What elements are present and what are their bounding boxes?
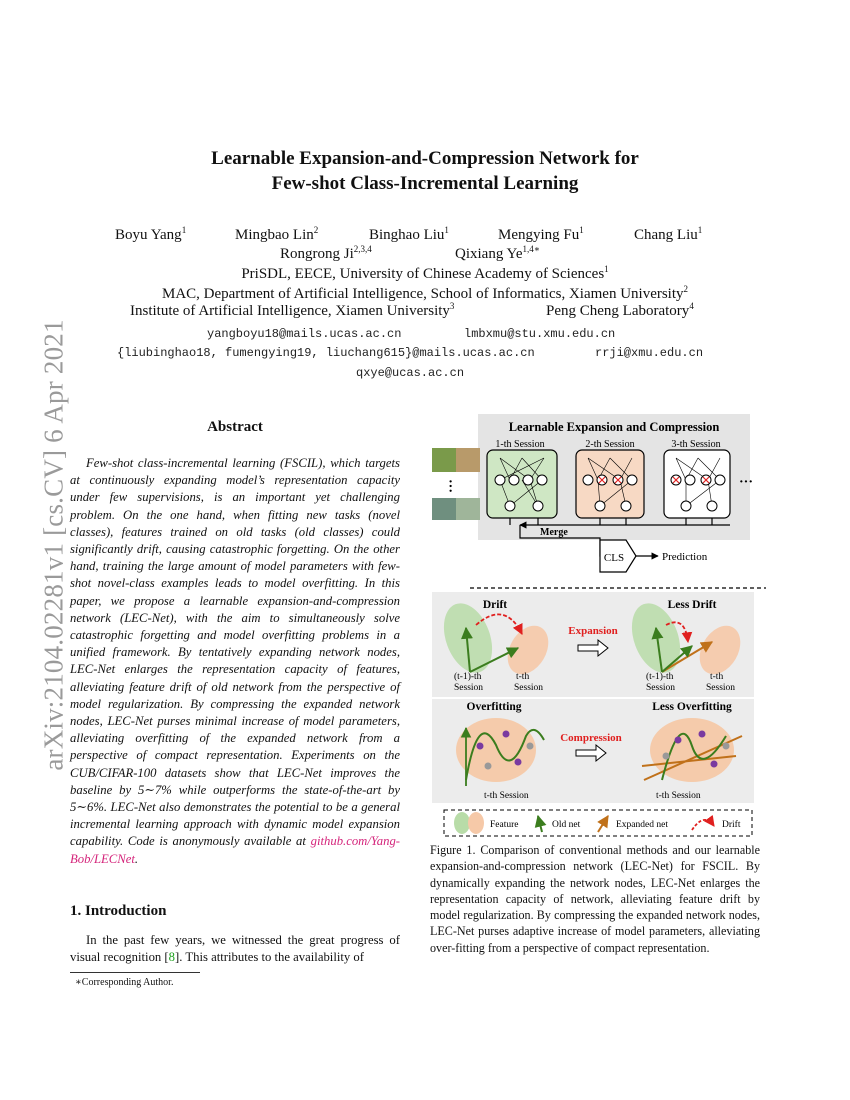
node [533, 501, 543, 511]
node [537, 475, 547, 485]
less-drift-t-session: Session [706, 683, 736, 693]
merge-label: Merge [540, 527, 568, 538]
drift-t-session: Session [514, 683, 544, 693]
node [685, 475, 695, 485]
overfit-session-label: t-th Session [484, 791, 529, 801]
arxiv-stamp: arXiv:2104.02281v1 [cs.CV] 6 Apr 2021 [38, 319, 69, 771]
abstract-body [70, 455, 400, 868]
paper-title-line1: Learnable Expansion-and-Compression Network for [211, 148, 639, 169]
node [523, 475, 533, 485]
node [505, 501, 515, 511]
less-drift-t-label: t-th [710, 672, 724, 682]
session-2-label: 2-th Session [585, 439, 635, 450]
less-drift-t1-label: (t-1)-th [646, 672, 674, 682]
drift-t-label: t-th [516, 672, 530, 682]
overfitting-title: Overfitting [466, 701, 522, 713]
less-overfit-session-label: t-th Session [656, 791, 701, 801]
abstract-text: Few-shot class-incremental learning (FSCIL), which targets at continuously expanding model’s representation capacity under few supervisions, is an important yet challenging problem. On the one hand, when fitting new tasks (novel classes), features trained on old tasks (old classes) could significantly drift, causing catastrophic forgetting. On the other hand, training the large amount of model parameters with few-shot novel-class examples leads to model overfitting. In this paper, we propose a learnable expansion-and-compression network (LEC-Net), with the aim to simultaneously solve catastrophic forgetting and model overfitting problems in a unified framework. By tentatively expanding network nodes, LEC-Net enlarges the representation capacity of features, alleviating feature drift of old network from the perspective of model regularization. By compressing the expanded network nodes, LEC-Net purses minimal increase of model parameters, alleviating overfitting of the expanded network from a perspective of compact representation. Experiments on the CUB/CIFAR-100 datasets show that LEC-Net improves the baseline by 5∼7% while outperforms the state-of-the-art by 5∼6%. LEC-Net also demonstrates the potential to be a general incremental learning approach with dynamic model expansion capability. Code is anonymously available at [70, 456, 400, 849]
affiliation-4: Peng Cheng Laboratory$^4$ [546, 301, 694, 319]
author-4: Mengying Fu$^1$ [498, 225, 584, 243]
compression-label: Compression [560, 732, 622, 744]
abstract-end: . [134, 851, 139, 866]
section-heading-introduction: 1. Introduction [70, 903, 167, 919]
cls-label: CLS [603, 552, 625, 564]
input-image-2 [456, 448, 480, 472]
legend-drift: Drift [722, 820, 741, 830]
less-drift-title: Less Drift [667, 599, 717, 611]
email-4: rrji@xmu.edu.cn [595, 346, 704, 360]
author-5: Chang Liu$^1$ [634, 225, 703, 243]
node [595, 501, 605, 511]
intro-paragraph: In the past few years, we witnessed the great progress of visual recognition [8]. This attributes to the availability of [70, 933, 400, 965]
legend-expanded-net: Expanded net [616, 820, 668, 830]
figure-caption: Figure 1. Comparison of conventional methods and our learnable expansion-and-compression network (LEC-Net) for FSCIL. By dynamically expanding the network nodes, LEC-Net enlarges the representation capacity of network, alleviating feature drift by model regularization. By compressing the expanded network nodes, LEC-Net purses adaptive increase of model parameters, alleviating over-fitting from a perspective of compact representation. [430, 843, 760, 955]
author-6: Rongrong Ji$^{2,3,4}$ [280, 244, 372, 262]
email-2: lmbxmu@stu.xmu.edu.cn [464, 327, 616, 341]
images-ellipsis: ··· [442, 478, 457, 494]
sessions-ellipsis: ··· [739, 475, 754, 490]
drift-t1-session: Session [454, 683, 484, 693]
node [627, 475, 637, 485]
drift-t1-label: (t-1)-th [454, 672, 482, 682]
author-2: Mingbao Lin$^2$ [235, 225, 319, 243]
author-7: Qixiang $Ye^{1,4∗}$ [455, 244, 540, 262]
author-3: Binghao Liu$^1$ [369, 225, 449, 243]
citation-link[interactable]: 8 [168, 950, 176, 965]
affiliation-2: MAC, Department of Artificial Intelligence, School of Informatics, Xiamen University$^2$ [161, 284, 689, 302]
legend-old-net: Old net [552, 820, 581, 830]
node [715, 475, 725, 485]
less-drift-t1-session: Session [646, 683, 676, 693]
expansion-label: Expansion [568, 625, 618, 637]
email-5: qxye@ucas.ac.cn [356, 366, 465, 380]
session-3-label: 3-th Session [671, 439, 721, 450]
legend-feature: Feature [490, 820, 519, 830]
email-1: yangboyu18@mails.ucas.ac.cn [207, 327, 402, 341]
node [681, 501, 691, 511]
node [495, 475, 505, 485]
less-overfitting-title: Less Overfitting [652, 701, 732, 713]
session-1-label: 1-th Session [495, 439, 545, 450]
drift-title: Drift [482, 599, 508, 611]
input-image-3 [432, 498, 456, 520]
figure-1 [430, 410, 770, 840]
node [509, 475, 519, 485]
affiliation-3: Institute of Artificial Intelligence, Xiamen University$^3$ [130, 301, 455, 319]
input-image-4 [456, 498, 480, 520]
author-1: Boyu Yang$^1$ [115, 225, 187, 243]
node [583, 475, 593, 485]
code-link[interactable]: github.com/Yang-Bob/LECNet [70, 834, 401, 866]
fig-top-title: Learnable Expansion and Compression [508, 420, 720, 434]
node [621, 501, 631, 511]
abstract-heading: Abstract [207, 419, 263, 435]
footnote-divider [70, 972, 200, 973]
affiliation-1: PriSDL, EECE, University of Chinese Academy of Sciences$^1$ [241, 264, 609, 282]
node [707, 501, 717, 511]
email-3: {liubinghao18, fumengying19, liuchang615}@mails.ucas.ac.cn [117, 346, 535, 360]
prediction-label: Prediction [662, 551, 708, 563]
paper-title-line2: Few-shot Class-Incremental Learning [271, 173, 579, 194]
input-image-1 [432, 448, 456, 472]
footnote: ∗Corresponding Author. [75, 977, 174, 988]
